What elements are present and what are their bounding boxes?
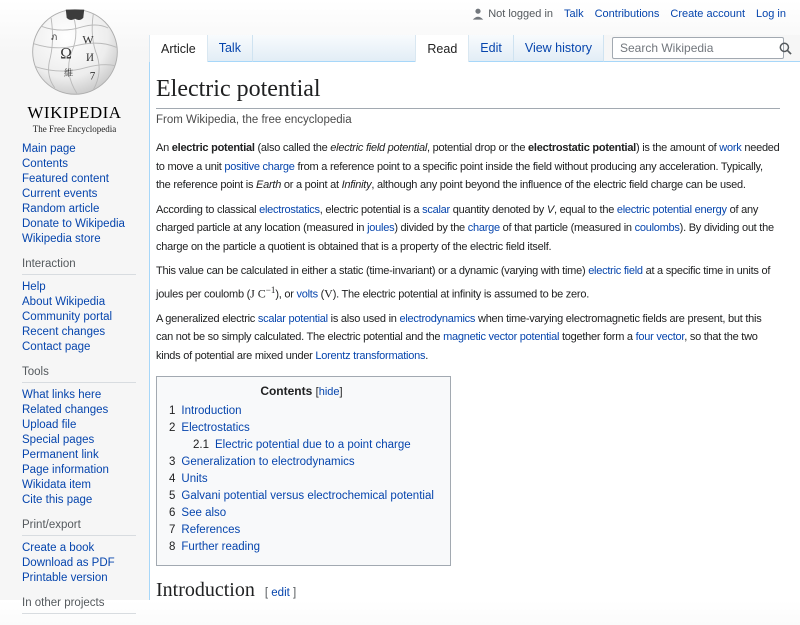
sidebar-section-tools [22, 366, 136, 508]
sidebar-section-print-export [22, 519, 136, 586]
section-title: Introduction [156, 579, 255, 600]
sidebar [0, 142, 149, 625]
toc-number: 5 [169, 490, 176, 503]
text-link-charge[interactable]: charge [467, 222, 500, 234]
text-segment: electrostatic potential [528, 142, 636, 154]
search-icon [779, 42, 792, 55]
tab-spacer [253, 35, 415, 62]
article-content [149, 62, 800, 600]
sidebar-item-help[interactable]: Help [22, 281, 46, 293]
toc-link-electrostatics[interactable]: Electrostatics [181, 422, 250, 435]
toc-link-electric-potential-due-to-a-point-charge[interactable]: Electric potential due to a point charge [215, 439, 411, 452]
search-button[interactable] [779, 38, 792, 58]
text-link-electrostatics[interactable]: electrostatics [259, 203, 320, 216]
toc-number: 2.1 [193, 439, 209, 452]
sidebar-item-printable-version[interactable]: Printable version [22, 572, 108, 584]
text-segment: electric field potential [330, 142, 428, 154]
text-segment: Earth [256, 179, 282, 191]
sidebar-item-create-a-book[interactable]: Create a book [22, 542, 95, 554]
wikipedia-logo[interactable] [0, 5, 149, 134]
toc-hide-link[interactable]: hide [318, 386, 340, 399]
text-link-coulombs[interactable]: coulombs [634, 222, 680, 234]
search-box [612, 37, 784, 59]
personal-link-create-account[interactable]: Create account [670, 8, 746, 20]
toc-item-further-reading[interactable] [169, 539, 434, 556]
toc-item-units[interactable] [169, 471, 434, 488]
tab-label: View history [524, 41, 592, 55]
sidebar-section-interaction [22, 258, 136, 355]
edit-section-link[interactable]: edit [271, 587, 290, 600]
site-subtitle: From Wikipedia, the free encyclopedia [156, 114, 352, 126]
toc-title: Contents [hide] [260, 384, 343, 399]
tab-label: Read [427, 42, 458, 56]
article-lead-paragraphs [156, 139, 780, 365]
toc-number: 2 [169, 422, 176, 435]
wikipedia-tagline: The Free Encyclopedia [32, 124, 117, 134]
sidebar-item-random-article[interactable]: Random article [22, 203, 100, 215]
text-segment: electric potential [171, 142, 255, 154]
personal-link-talk[interactable]: Talk [564, 8, 584, 20]
tab-article[interactable] [149, 35, 208, 62]
toc-number: 1 [169, 405, 176, 418]
user-icon [472, 8, 484, 20]
sidebar-heading-print-export: Print/export [22, 519, 136, 536]
sidebar-item-special-pages[interactable]: Special pages [22, 434, 95, 446]
sidebar-item-contents[interactable]: Contents [22, 158, 69, 170]
personal-link-contributions[interactable]: Contributions [594, 8, 660, 20]
text-link-lorentz-transformations[interactable]: Lorentz transformations [315, 349, 426, 362]
toc-link-units[interactable]: Units [181, 473, 208, 486]
tab-read[interactable] [415, 35, 469, 62]
text-link-electric-field[interactable]: electric field [588, 265, 643, 277]
tab-label: Talk [218, 41, 241, 55]
toc-number: 6 [169, 507, 176, 520]
sidebar-item-featured-content[interactable]: Featured content [22, 173, 109, 185]
toc-link-further-reading[interactable]: Further reading [181, 541, 261, 554]
sidebar-item-recent-changes[interactable]: Recent changes [22, 326, 106, 338]
text-segment: J C [250, 286, 266, 301]
tab-edit[interactable] [469, 35, 514, 62]
page-title: Electric potential [156, 76, 780, 109]
sidebar-item-upload-file[interactable]: Upload file [22, 419, 77, 431]
sidebar-item-cite-this-page[interactable]: Cite this page [22, 494, 93, 506]
sidebar-item-donate-to-wikipedia[interactable]: Donate to Wikipedia [22, 218, 125, 230]
svg-text:維: 維 [63, 67, 73, 78]
toc-number: 8 [169, 541, 176, 554]
text-link-positive-charge[interactable]: positive charge [224, 160, 295, 173]
login-status: Not logged in [472, 8, 553, 20]
sidebar-heading-interaction: Interaction [22, 258, 136, 275]
toc-item-galvani-potential-versus-electrochemical-potential[interactable] [169, 488, 434, 505]
sidebar-item-about-wikipedia[interactable]: About Wikipedia [22, 296, 106, 308]
text-link-joules[interactable]: joules [367, 222, 395, 234]
text-link-electric-potential-energy[interactable]: electric potential energy [616, 203, 727, 216]
toc-link-galvani-potential-versus-electrochemical-potential[interactable]: Galvani potential versus electrochemical potential [181, 490, 434, 503]
toc-item-electric-potential-due-to-a-point-charge[interactable] [169, 437, 434, 454]
sidebar-item-download-as-pdf[interactable]: Download as PDF [22, 557, 115, 569]
toc-number: 7 [169, 524, 176, 537]
sidebar-item-main-page[interactable]: Main page [22, 143, 76, 155]
puzzle-globe-icon [29, 5, 121, 97]
toc-link-introduction[interactable]: Introduction [181, 405, 242, 418]
toc-item-references[interactable] [169, 522, 434, 539]
sidebar-item-page-information[interactable]: Page information [22, 464, 109, 476]
paragraph-3: This value can be calculated in either a static (time-invariant) or a dynamic (varying with time) electric field at a specific time in units of joules per coulomb (J $C^{-1}$), or volts (V). The electric potential at infinity is assumed to be zero. [156, 265, 771, 301]
sidebar-item-community-portal[interactable]: Community portal [22, 311, 113, 323]
toc-number: 3 [169, 456, 176, 469]
sidebar-item-wikidata-item[interactable]: Wikidata item [22, 479, 92, 491]
paragraph-4: A generalized electric scalar potential is also used in electrodynamics when time-varying electromagnetic fields are present, but this can not be so simply calculated. The electric potential and the magnetic vector potential together form a four vector, so that the two kinds of potential are mixed under Lorentz transformations. [156, 312, 762, 362]
sidebar-section [22, 142, 136, 247]
toc-hide-toggle: [hide] [315, 386, 343, 399]
edit-section: [ edit ] [264, 587, 297, 600]
tab-talk[interactable] [208, 35, 253, 62]
text-link-work[interactable]: work [719, 142, 742, 154]
svg-text:7: 7 [89, 70, 95, 83]
sidebar-item-current-events[interactable]: Current events [22, 188, 98, 200]
svg-text:Ω: Ω [59, 45, 72, 63]
sidebar-item-what-links-here[interactable]: What links here [22, 389, 102, 401]
toc-link-references[interactable]: References [181, 524, 241, 537]
paragraph-1: An electric potential (also called the electric field potential, potential drop or the electrostatic potential) is the amount of work needed to move a unit positive charge from a reference point to a specific point inside the field without producing any acceleration. Typically, the reference point is Earth or a point at Infinity, although any point beyond the influence of the electric field charge can be used. [156, 142, 780, 191]
sidebar-item-contact-page[interactable]: Contact page [22, 341, 91, 353]
svg-text:ภ: ภ [50, 31, 57, 42]
wikipedia-wordmark: WIKIPEDIA [27, 103, 122, 122]
tab-label: Article [161, 42, 196, 56]
toc-item-see-also[interactable] [169, 505, 434, 522]
personal-bar [472, 8, 786, 20]
search-input[interactable] [613, 41, 779, 55]
text-segment: V [546, 203, 554, 216]
section-heading [156, 579, 780, 600]
toc-item-generalization-to-electrodynamics[interactable] [169, 454, 434, 471]
table-of-contents [156, 376, 451, 566]
sidebar-heading-tools: Tools [22, 366, 136, 383]
toc-link-generalization-to-electrodynamics[interactable]: Generalization to electrodynamics [181, 456, 355, 469]
personal-link-log-in[interactable]: Log in [756, 8, 786, 20]
toc-number: 4 [169, 473, 176, 486]
svg-text:И: И [85, 52, 94, 65]
text-link-four-vector[interactable]: four vector [635, 331, 685, 344]
tab-label: Edit [480, 41, 502, 55]
text-link-volts[interactable]: volts [296, 288, 318, 301]
sidebar-item-wikipedia-store[interactable]: Wikipedia store [22, 233, 101, 245]
toc-item-introduction[interactable] [169, 403, 434, 420]
tab-view-history[interactable] [514, 35, 604, 62]
text-link-magnetic-vector-potential[interactable]: magnetic vector potential [443, 331, 560, 344]
svg-text:W: W [81, 32, 94, 47]
sidebar-item-related-changes[interactable]: Related changes [22, 404, 109, 416]
text-link-scalar-potential[interactable]: scalar potential [257, 312, 328, 325]
sidebar-heading-in-other-projects: In other projects [22, 597, 136, 614]
toc-item-electrostatics[interactable] [169, 420, 434, 437]
sidebar-item-permanent-link[interactable]: Permanent link [22, 449, 99, 461]
text-segment: −1 [265, 284, 276, 295]
text-link-scalar[interactable]: scalar [422, 203, 450, 216]
toc-link-see-also[interactable]: See also [181, 507, 227, 520]
text-link-electrodynamics[interactable]: electrodynamics [399, 312, 476, 325]
text-segment: Infinity [341, 179, 372, 191]
text-segment: V [324, 286, 333, 301]
paragraph-2: According to classical electrostatics, electric potential is a scalar quantity denoted by V, equal to the electric potential energy of any charged particle at any location (measured in joules) divided by the charge of that particle (measured in coulombs). By dividing out the charge on the particle a quotient is obtained that is a property of the electric field itself. [156, 203, 774, 253]
